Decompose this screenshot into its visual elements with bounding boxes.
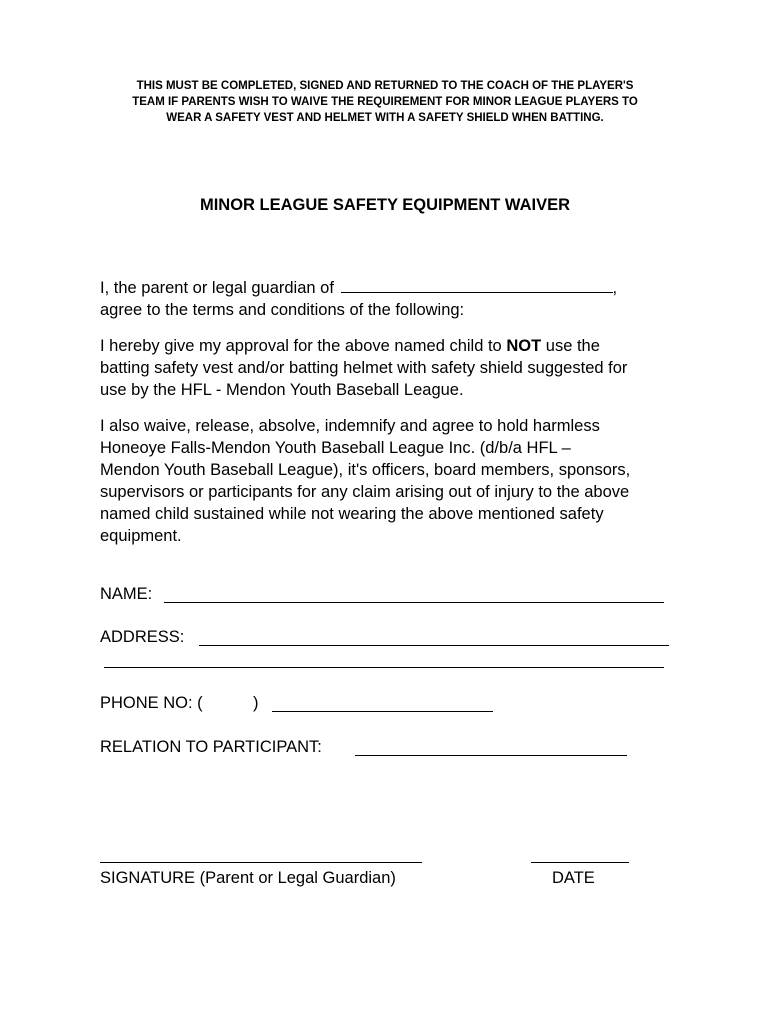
child-name-blank[interactable]	[341, 278, 613, 293]
phone-label: PHONE NO: (	[100, 694, 203, 712]
phone-close-paren: )	[253, 694, 259, 712]
document-title: MINOR LEAGUE SAFETY EQUIPMENT WAIVER	[199, 196, 571, 214]
intro-line-2: agree to the terms and conditions of the following:	[100, 301, 465, 319]
waiver-line: I also waive, release, absolve, indemnify and agree to hold harmless	[100, 417, 600, 435]
approval-prefix: I hereby give my approval for the above named child to	[100, 337, 502, 355]
waiver-line: equipment.	[100, 527, 182, 545]
approval-paragraph	[100, 335, 680, 401]
approval-line-3: use by the HFL - Mendon Youth Baseball League.	[100, 381, 464, 399]
instructions-notice	[60, 78, 710, 126]
name-field-line[interactable]	[164, 602, 664, 603]
intro-line-1	[100, 277, 680, 299]
waiver-line: Mendon Youth Baseball League), it's officers, board members, sponsors,	[100, 461, 631, 479]
address-field-line-2[interactable]	[104, 667, 664, 668]
relation-label: RELATION TO PARTICIPANT:	[100, 738, 322, 756]
date-label: DATE	[552, 869, 595, 887]
intro-prefix: I, the parent or legal guardian of	[100, 279, 334, 297]
notice-line: WEAR A SAFETY VEST AND HELMET WITH A SAFETY SHIELD WHEN BATTING.	[166, 112, 604, 124]
waiver-line: Honeoye Falls-Mendon Youth Baseball League Inc. (d/b/a HFL –	[100, 439, 571, 457]
relation-field-line[interactable]	[355, 755, 627, 756]
address-field-line[interactable]	[199, 645, 669, 646]
date-line[interactable]	[531, 862, 629, 863]
notice-line: TEAM IF PARENTS WISH TO WAIVE THE REQUIREMENT FOR MINOR LEAGUE PLAYERS TO	[132, 96, 638, 108]
waiver-paragraph	[100, 415, 680, 547]
intro-comma: ,	[612, 279, 618, 297]
signature-line[interactable]	[100, 862, 422, 863]
approval-emphasis: NOT	[506, 337, 542, 355]
approval-line-1	[100, 335, 680, 357]
notice-line: THIS MUST BE COMPLETED, SIGNED AND RETURNED TO THE COACH OF THE PLAYER'S	[136, 80, 634, 92]
intro-paragraph	[100, 277, 680, 321]
address-label: ADDRESS:	[100, 628, 185, 646]
approval-suffix: use the	[545, 337, 600, 355]
approval-line-2: batting safety vest and/or batting helmet with safety shield suggested for	[100, 359, 628, 377]
phone-field-line[interactable]	[272, 711, 493, 712]
name-label: NAME:	[100, 585, 153, 603]
signature-label: SIGNATURE (Parent or Legal Guardian)	[100, 869, 396, 887]
waiver-line: named child sustained while not wearing the above mentioned safety	[100, 505, 604, 523]
waiver-line: supervisors or participants for any claim arising out of injury to the above	[100, 483, 630, 501]
